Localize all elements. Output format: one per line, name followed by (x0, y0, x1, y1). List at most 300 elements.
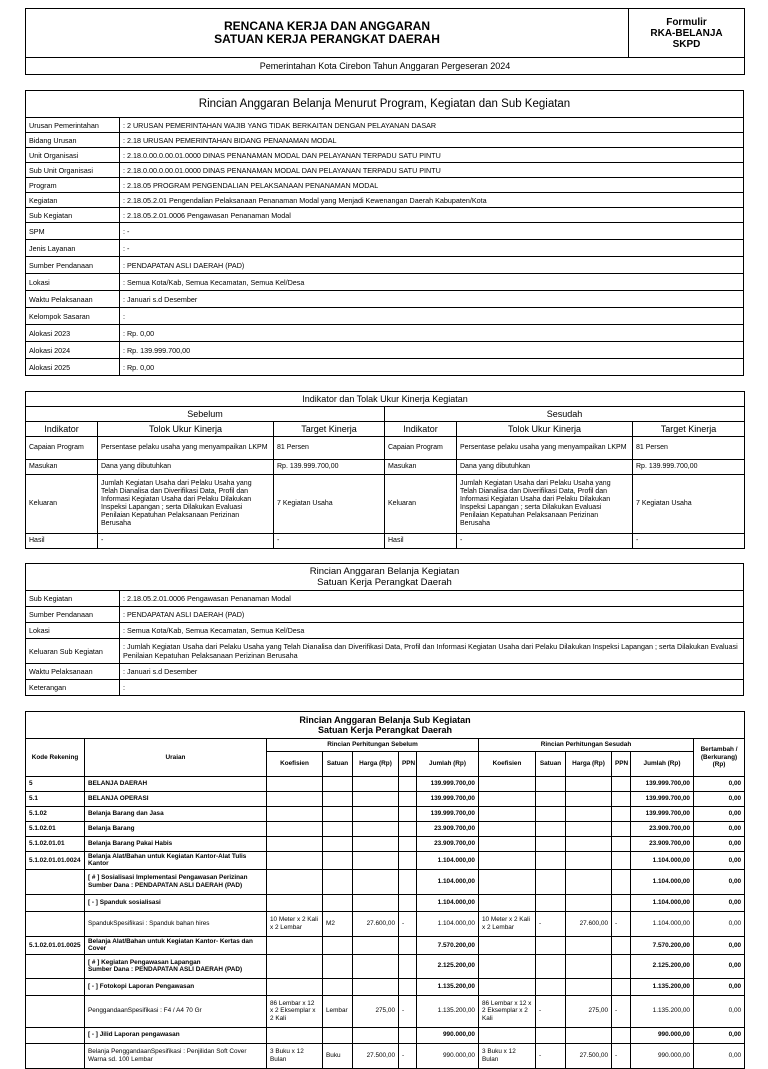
indicator-target2: Rp. 139.999.700,00 (633, 460, 745, 475)
col-before: Rincian Perhitungan Sebelum (267, 739, 479, 752)
budget-koef2 (479, 837, 536, 852)
budget-harga (353, 792, 399, 807)
budget-jml2: 139.999.700,00 (631, 792, 694, 807)
info-row (26, 291, 744, 308)
budget-sat (323, 869, 353, 894)
info-row (26, 148, 744, 163)
budget-sat: M2 (323, 911, 353, 936)
budget-koef2 (479, 936, 536, 954)
budget-kode (26, 1043, 85, 1068)
budget-sat2: - (536, 1043, 566, 1068)
info-label: Alokasi 2025 (26, 359, 120, 376)
budget-harga (353, 954, 399, 978)
col-indikator: Indikator (26, 422, 98, 437)
budget-kode (26, 911, 85, 936)
budget-jml: 2.125.200,00 (417, 954, 479, 978)
document-header (25, 8, 745, 75)
budget-sat2 (536, 822, 566, 837)
budget-uraian: PenggandaanSpesifikasi : F4 / A4 70 Gr (85, 995, 267, 1027)
indicator-target2: 7 Kegiatan Usaha (633, 475, 745, 534)
budget-koef2 (479, 792, 536, 807)
budget-selisih: 0,00 (694, 995, 745, 1027)
budget-jml: 1.104.000,00 (417, 894, 479, 911)
budget-selisih: 0,00 (694, 936, 745, 954)
budget-ppn (399, 837, 417, 852)
col-tolok-after: Tolok Ukur Kinerja (457, 422, 633, 437)
budget-harga (353, 807, 399, 822)
activity-value: : 2.18.05.2.01.0006 Pengawasan Penanaman Modal (120, 591, 744, 607)
indicator-target: 7 Kegiatan Usaha (274, 475, 385, 534)
budget-koef (267, 822, 323, 837)
budget-harga2 (566, 978, 612, 995)
title-line-1: RENCANA KERJA DAN ANGGARAN (223, 19, 430, 33)
info-value: : 2.18 URUSAN PEMERINTAHAN BIDANG PENANAMAN MODAL (120, 133, 744, 148)
info-row (26, 163, 744, 178)
info-label: Waktu Pelaksanaan (26, 291, 120, 308)
form-line-2: RKA-BELANJA (650, 27, 723, 39)
form-line-1: Formulir (666, 16, 707, 28)
budget-kode: 5.1.02.01.01.0024 (26, 852, 85, 870)
activity-row (26, 639, 744, 664)
budget-ppn: - (399, 1043, 417, 1068)
budget-detail-table (25, 711, 745, 1069)
activity-value: : PENDAPATAN ASLI DAERAH (PAD) (120, 607, 744, 623)
col-indikator-after: Indikator (385, 422, 457, 437)
budget-ppn2 (612, 869, 631, 894)
budget-sat2 (536, 1027, 566, 1043)
budget-harga (353, 822, 399, 837)
indicator-indikator2: Hasil (385, 534, 457, 549)
budget-sat (323, 822, 353, 837)
col-koefisien: Koefisien (267, 752, 323, 777)
budget-kode: 5.1 (26, 792, 85, 807)
info-row (26, 308, 744, 325)
budget-jml: 139.999.700,00 (417, 807, 479, 822)
budget-koef (267, 777, 323, 792)
budget-sat (323, 807, 353, 822)
budget-jml: 1.104.000,00 (417, 911, 479, 936)
budget-uraian: Belanja PenggandaanSpesifikasi : Penjilidan Soft Cover Warna sd. 100 Lembar (85, 1043, 267, 1068)
budget-harga2 (566, 852, 612, 870)
budget-selisih: 0,00 (694, 837, 745, 852)
budget-sat (323, 837, 353, 852)
budget-sat2 (536, 869, 566, 894)
budget-jml2: 23.909.700,00 (631, 822, 694, 837)
activity-value: : Jumlah Kegiatan Usaha dari Pelaku Usaha yang Telah Dianalisa dan Diverifikasi Data, Profil dan Informasi Kegiatan Usaha dari Pelaku Dilakukan Inspeksi Lapangan ; serta Dilakukan Evaluasi Penilaian Kepatuhan Pelaksanaan Perizinan Berusaha (120, 639, 744, 664)
budget-ppn (399, 852, 417, 870)
info-value: : 2.18.05 PROGRAM PENGENDALIAN PELAKSANAAN PENANAMAN MODAL (120, 178, 744, 193)
budget-uraian: [ - ] Jilid Laporan pengawasan (85, 1027, 267, 1043)
budget-jml: 1.104.000,00 (417, 869, 479, 894)
budget-harga: 27.600,00 (353, 911, 399, 936)
budget-ppn2 (612, 792, 631, 807)
col-target-after: Target Kinerja (633, 422, 745, 437)
indicator-indikator: Masukan (26, 460, 98, 475)
activity-label: Keterangan (26, 680, 120, 696)
indicator-tolok2: Jumlah Kegiatan Usaha dari Pelaku Usaha yang Telah Dianalisa dan Diverifikasi Data, Profil dan Informasi Kegiatan Usaha dari Pelaku Dilakukan Inspeksi Lapangan ; serta Dilakukan Evaluasi Penilaian Kepatuhan Pelaksanaan Perizinan Berusaha (457, 475, 633, 534)
budget-sat (323, 894, 353, 911)
info-row (26, 257, 744, 274)
budget-jml: 1.104.000,00 (417, 852, 479, 870)
indicator-target: Rp. 139.999.700,00 (274, 460, 385, 475)
budget-jml: 139.999.700,00 (417, 777, 479, 792)
budget-jml2: 139.999.700,00 (631, 807, 694, 822)
activity-title-line-2: Satuan Kerja Perangkat Daerah (317, 577, 452, 588)
indicator-indikator2: Capaian Program (385, 437, 457, 460)
indicator-row (26, 437, 745, 460)
budget-sat2 (536, 807, 566, 822)
info-row (26, 342, 744, 359)
budget-kode (26, 869, 85, 894)
budget-row (26, 822, 745, 837)
info-label: SPM (26, 223, 120, 240)
before-header: Sebelum (26, 407, 385, 422)
col-target: Target Kinerja (274, 422, 385, 437)
budget-jml: 23.909.700,00 (417, 837, 479, 852)
budget-uraian: [ - ] Fotokopi Laporan Pengawasan (85, 978, 267, 995)
budget-koef (267, 954, 323, 978)
budget-jml2: 990.000,00 (631, 1043, 694, 1068)
budget-selisih: 0,00 (694, 954, 745, 978)
budget-jml2: 2.125.200,00 (631, 954, 694, 978)
budget-kode (26, 894, 85, 911)
info-label: Kegiatan (26, 193, 120, 208)
budget-kode: 5.1.02 (26, 807, 85, 822)
indicator-target2: 81 Persen (633, 437, 745, 460)
col-satuan-after: Satuan (536, 752, 566, 777)
budget-ppn (399, 894, 417, 911)
budget-harga2: 275,00 (566, 995, 612, 1027)
col-koefisien-after: Koefisien (479, 752, 536, 777)
budget-kode (26, 1027, 85, 1043)
indicator-tolok: Persentase pelaku usaha yang menyampaikan LKPM (98, 437, 274, 460)
budget-koef2 (479, 869, 536, 894)
info-label: Jenis Layanan (26, 240, 120, 257)
budget-jml2: 1.135.200,00 (631, 995, 694, 1027)
budget-ppn: - (399, 911, 417, 936)
info-value: : 2.18.0.00.0.00.01.0000 DINAS PENANAMAN MODAL DAN PELAYANAN TERPADU SATU PINTU (120, 163, 744, 178)
indicator-target2: - (633, 534, 745, 549)
budget-row (26, 978, 745, 995)
budget-sat2 (536, 837, 566, 852)
budget-harga (353, 869, 399, 894)
budget-selisih: 0,00 (694, 807, 745, 822)
activity-info-table (25, 563, 744, 696)
indicator-indikator: Keluaran (26, 475, 98, 534)
budget-uraian: SpandukSpesifikasi : Spanduk bahan hires (85, 911, 267, 936)
budget-ppn (399, 936, 417, 954)
budget-ppn (399, 1027, 417, 1043)
budget-row (26, 807, 745, 822)
col-tolok: Tolok Ukur Kinerja (98, 422, 274, 437)
budget-harga2 (566, 936, 612, 954)
budget-ppn2: - (612, 911, 631, 936)
budget-harga2 (566, 894, 612, 911)
budget-jml: 7.570.200,00 (417, 936, 479, 954)
col-uraian: Uraian (85, 739, 267, 777)
info-value: : 2 URUSAN PEMERINTAHAN WAJIB YANG TIDAK BERKAITAN DENGAN PELAYANAN DASAR (120, 118, 744, 133)
budget-ppn2 (612, 978, 631, 995)
info-label: Program (26, 178, 120, 193)
info-label: Unit Organisasi (26, 148, 120, 163)
budget-uraian: [ - ] Spanduk sosialisasi (85, 894, 267, 911)
budget-koef (267, 852, 323, 870)
activity-row (26, 680, 744, 696)
budget-koef2 (479, 954, 536, 978)
budget-koef2 (479, 807, 536, 822)
budget-koef (267, 936, 323, 954)
indicator-tolok: Jumlah Kegiatan Usaha dari Pelaku Usaha yang Telah Dianalisa dan Diverifikasi Data, Profil dan Informasi Kegiatan Usaha dari Pelaku Dilakukan Inspeksi Lapangan ; serta Dilakukan Evaluasi Penilaian Kepatuhan Pelaksanaan Perizinan Berusaha (98, 475, 274, 534)
budget-kode: 5 (26, 777, 85, 792)
budget-selisih: 0,00 (694, 1043, 745, 1068)
budget-sat2 (536, 894, 566, 911)
budget-uraian: Belanja Barang (85, 822, 267, 837)
budget-harga (353, 978, 399, 995)
after-header: Sesudah (385, 407, 745, 422)
budget-row (26, 954, 745, 978)
budget-koef2 (479, 852, 536, 870)
info-row (26, 223, 744, 240)
budget-ppn2 (612, 852, 631, 870)
budget-ppn (399, 807, 417, 822)
activity-value: : Januari s.d Desember (120, 664, 744, 680)
col-kode-rekening: Kode Rekening (26, 739, 85, 777)
info-row (26, 118, 744, 133)
budget-selisih: 0,00 (694, 777, 745, 792)
budget-harga: 27.500,00 (353, 1043, 399, 1068)
budget-jml: 1.135.200,00 (417, 978, 479, 995)
info-label: Sub Unit Organisasi (26, 163, 120, 178)
budget-ppn2 (612, 807, 631, 822)
budget-selisih: 0,00 (694, 911, 745, 936)
budget-ppn (399, 822, 417, 837)
budget-jml2: 23.909.700,00 (631, 837, 694, 852)
program-info-table (25, 90, 744, 376)
budget-row (26, 1027, 745, 1043)
budget-koef: 86 Lembar x 12 x 2 Eksemplar x 2 Kali (267, 995, 323, 1027)
indicator-section-title: Indikator dan Tolak Ukur Kinerja Kegiatan (26, 392, 745, 407)
info-value: : Semua Kota/Kab, Semua Kecamatan, Semua Kel/Desa (120, 274, 744, 291)
info-row (26, 193, 744, 208)
budget-jml: 23.909.700,00 (417, 822, 479, 837)
indicator-tolok2: - (457, 534, 633, 549)
budget-sat: Lembar (323, 995, 353, 1027)
budget-sat2 (536, 936, 566, 954)
budget-harga2 (566, 1027, 612, 1043)
budget-ppn2 (612, 954, 631, 978)
budget-selisih: 0,00 (694, 822, 745, 837)
budget-ppn2 (612, 837, 631, 852)
budget-row (26, 1043, 745, 1068)
budget-section-title (26, 712, 745, 739)
activity-label: Sumber Pendanaan (26, 607, 120, 623)
budget-koef (267, 807, 323, 822)
budget-selisih: 0,00 (694, 852, 745, 870)
budget-harga: 275,00 (353, 995, 399, 1027)
col-ppn: PPN (399, 752, 417, 777)
budget-harga (353, 852, 399, 870)
budget-sat2 (536, 777, 566, 792)
budget-ppn2 (612, 894, 631, 911)
info-value: : - (120, 240, 744, 257)
activity-row (26, 623, 744, 639)
info-label: Alokasi 2023 (26, 325, 120, 342)
budget-uraian: Belanja Alat/Bahan untuk Kegiatan Kantor- Kertas dan Cover (85, 936, 267, 954)
budget-jml2: 7.570.200,00 (631, 936, 694, 954)
indicator-indikator2: Keluaran (385, 475, 457, 534)
activity-value: : (120, 680, 744, 696)
budget-harga2 (566, 792, 612, 807)
budget-row (26, 792, 745, 807)
budget-selisih: 0,00 (694, 894, 745, 911)
col-after: Rincian Perhitungan Sesudah (479, 739, 694, 752)
budget-kode: 5.1.02.01.01 (26, 837, 85, 852)
col-harga-after: Harga (Rp) (566, 752, 612, 777)
budget-sat (323, 792, 353, 807)
indicator-indikator: Hasil (26, 534, 98, 549)
budget-sat2: - (536, 911, 566, 936)
activity-label: Keluaran Sub Kegiatan (26, 639, 120, 664)
budget-koef2: 86 Lembar x 12 x 2 Eksemplar x 2 Kali (479, 995, 536, 1027)
budget-ppn2: - (612, 1043, 631, 1068)
budget-uraian: Belanja Alat/Bahan untuk Kegiatan Kantor-Alat Tulis Kantor (85, 852, 267, 870)
budget-selisih: 0,00 (694, 792, 745, 807)
activity-row (26, 591, 744, 607)
col-ppn-after: PPN (612, 752, 631, 777)
budget-kode (26, 995, 85, 1027)
budget-ppn: - (399, 995, 417, 1027)
budget-sat2 (536, 852, 566, 870)
budget-kode (26, 978, 85, 995)
budget-ppn2 (612, 936, 631, 954)
info-value: : 2.18.05.2.01.0006 Pengawasan Penanaman Modal (120, 208, 744, 223)
indicator-tolok2: Persentase pelaku usaha yang menyampaikan LKPM (457, 437, 633, 460)
info-value: : Rp. 139.999.700,00 (120, 342, 744, 359)
budget-row (26, 777, 745, 792)
info-value: : 2.18.05.2.01 Pengendalian Pelaksanaan Penanaman Modal yang Menjadi Kewenangan Daerah Kabupaten/Kota (120, 193, 744, 208)
indicator-row (26, 475, 745, 534)
budget-koef: 3 Buku x 12 Bulan (267, 1043, 323, 1068)
budget-uraian: Belanja Barang dan Jasa (85, 807, 267, 822)
budget-row (26, 936, 745, 954)
activity-label: Sub Kegiatan (26, 591, 120, 607)
budget-row (26, 911, 745, 936)
budget-row (26, 894, 745, 911)
budget-harga2 (566, 954, 612, 978)
budget-harga2 (566, 837, 612, 852)
budget-koef2 (479, 1027, 536, 1043)
budget-sat (323, 954, 353, 978)
budget-harga2: 27.500,00 (566, 1043, 612, 1068)
indicator-target: - (274, 534, 385, 549)
budget-jml2: 139.999.700,00 (631, 777, 694, 792)
budget-koef (267, 792, 323, 807)
budget-title-line-1: Rincian Anggaran Belanja Sub Kegiatan (299, 715, 471, 725)
info-row (26, 274, 744, 291)
budget-koef2: 3 Buku x 12 Bulan (479, 1043, 536, 1068)
budget-jml2: 1.104.000,00 (631, 852, 694, 870)
indicator-indikator2: Masukan (385, 460, 457, 475)
col-jumlah-after: Jumlah (Rp) (631, 752, 694, 777)
indicator-row (26, 534, 745, 549)
budget-sat: Buku (323, 1043, 353, 1068)
budget-harga2 (566, 822, 612, 837)
budget-selisih: 0,00 (694, 869, 745, 894)
budget-harga (353, 936, 399, 954)
budget-harga (353, 777, 399, 792)
info-label: Alokasi 2024 (26, 342, 120, 359)
budget-harga (353, 837, 399, 852)
budget-kode: 5.1.02.01 (26, 822, 85, 837)
budget-jml2: 1.135.200,00 (631, 978, 694, 995)
budget-harga2: 27.600,00 (566, 911, 612, 936)
budget-harga2 (566, 807, 612, 822)
budget-harga (353, 894, 399, 911)
col-selisih: Bertambah / (Berkurang) (Rp) (694, 739, 745, 777)
budget-koef2 (479, 822, 536, 837)
budget-koef2 (479, 777, 536, 792)
budget-uraian: Belanja Barang Pakai Habis (85, 837, 267, 852)
budget-ppn (399, 777, 417, 792)
indicator-indikator: Capaian Program (26, 437, 98, 460)
info-row (26, 178, 744, 193)
activity-title-line-1: Rincian Anggaran Belanja Kegiatan (309, 566, 460, 577)
info-label: Kelompok Sasaran (26, 308, 120, 325)
rka-document (25, 8, 744, 1069)
indicator-row (26, 460, 745, 475)
indicator-target: 81 Persen (274, 437, 385, 460)
info-row (26, 325, 744, 342)
info-value: : - (120, 223, 744, 240)
activity-section-title (26, 564, 744, 591)
document-subtitle: Pemerintahan Kota Cirebon Tahun Anggaran Pergeseran 2024 (26, 58, 745, 75)
info-value: : 2.18.0.00.0.00.01.0000 DINAS PENANAMAN MODAL DAN PELAYANAN TERPADU SATU PINTU (120, 148, 744, 163)
budget-uraian: [ # ] Kegiatan Pengawasan Lapangan Sumber Dana : PENDAPATAN ASLI DAERAH (PAD) (85, 954, 267, 978)
info-label: Sumber Pendanaan (26, 257, 120, 274)
budget-sat (323, 936, 353, 954)
budget-jml2: 990.000,00 (631, 1027, 694, 1043)
budget-koef (267, 869, 323, 894)
budget-koef (267, 894, 323, 911)
budget-koef (267, 837, 323, 852)
budget-sat2: - (536, 995, 566, 1027)
activity-label: Lokasi (26, 623, 120, 639)
budget-uraian: BELANJA DAERAH (85, 777, 267, 792)
budget-koef2 (479, 978, 536, 995)
document-title (26, 9, 629, 58)
budget-harga2 (566, 869, 612, 894)
indicator-tolok2: Dana yang dibutuhkan (457, 460, 633, 475)
budget-jml: 139.999.700,00 (417, 792, 479, 807)
budget-kode: 5.1.02.01.01.0025 (26, 936, 85, 954)
budget-sat (323, 852, 353, 870)
budget-selisih: 0,00 (694, 1027, 745, 1043)
budget-koef: 10 Meter x 2 Kali x 2 Lembar (267, 911, 323, 936)
budget-uraian: BELANJA OPERASI (85, 792, 267, 807)
budget-koef2 (479, 894, 536, 911)
indicator-table (25, 391, 745, 549)
info-label: Urusan Pemerintahan (26, 118, 120, 133)
activity-row (26, 664, 744, 680)
program-section-title: Rincian Anggaran Belanja Menurut Program, Kegiatan dan Sub Kegiatan (26, 91, 744, 118)
budget-sat2 (536, 792, 566, 807)
form-code (629, 9, 745, 58)
activity-row (26, 607, 744, 623)
budget-title-line-2: Satuan Kerja Perangkat Daerah (318, 725, 453, 735)
budget-ppn (399, 954, 417, 978)
title-line-2: SATUAN KERJA PERANGKAT DAERAH (214, 32, 440, 46)
info-value: : Januari s.d Desember (120, 291, 744, 308)
